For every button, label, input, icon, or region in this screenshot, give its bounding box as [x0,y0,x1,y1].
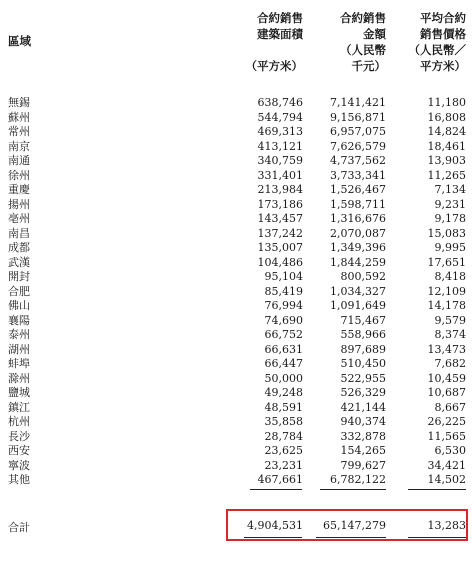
row-area: 74,690 [264,313,303,327]
row-area: 469,313 [257,125,303,138]
header-amount [340,10,386,74]
row-area: 95,104 [264,270,303,283]
header-amount-line-1: 合約銷售 [340,11,386,25]
table-row [0,444,474,459]
row-amount: 3,733,341 [330,168,386,182]
row-amount: 9,156,871 [330,110,386,124]
row-area: 85,419 [264,284,303,298]
table-row [0,314,474,329]
row-avg: 9,231 [434,197,466,211]
header-area-line-3 [246,42,304,58]
subtotal-line-amount [320,489,386,490]
table-row [0,386,474,401]
row-area: 331,401 [257,168,303,182]
table-row [0,372,474,387]
row-region: 蚌埠 [8,357,30,370]
row-region: 其他 [8,473,30,486]
row-area: 49,248 [264,386,303,399]
row-area: 173,186 [257,197,303,211]
table-row [0,183,474,198]
row-amount: 799,627 [340,458,386,472]
row-avg: 15,083 [427,226,466,240]
table-row [0,125,474,140]
row-region: 合肥 [8,284,30,298]
row-avg: 9,995 [434,241,466,254]
table-row [0,343,474,358]
row-avg: 10,687 [427,386,466,399]
row-avg: 8,374 [434,328,466,341]
table-row [0,401,474,416]
header-amount-line-3: （人民幣 [340,43,386,57]
row-area: 638,746 [257,96,303,109]
row-area: 28,784 [264,429,303,443]
table-row [0,96,474,111]
row-amount: 2,070,087 [330,226,386,240]
row-area: 135,007 [257,241,303,254]
row-avg: 18,461 [427,139,466,153]
row-avg: 13,903 [427,154,466,167]
row-avg: 8,667 [434,400,466,414]
row-area: 340,759 [257,154,303,167]
row-area: 137,242 [257,226,303,240]
header-avg [409,10,467,74]
row-amount: 1,526,467 [330,183,386,196]
total-amount: 65,147,279 [323,519,386,532]
row-region: 常州 [8,125,30,138]
row-avg: 26,225 [427,415,466,428]
row-region: 武漢 [8,255,30,269]
row-avg: 9,178 [434,212,466,225]
row-avg: 34,421 [427,458,466,472]
header-avg-line-2: 銷售價格 [420,27,466,41]
row-area: 50,000 [264,371,303,385]
data-table-body [0,96,474,488]
table-row [0,328,474,343]
row-region: 重慶 [8,183,30,196]
row-avg: 14,502 [427,473,466,486]
table-row [0,473,474,488]
row-region: 杭州 [8,415,30,428]
row-avg: 7,134 [434,183,466,196]
header-avg-line-4: 平方米） [420,59,466,73]
row-area: 35,858 [264,415,303,428]
row-area: 544,794 [257,110,303,124]
row-avg: 11,180 [427,96,466,109]
row-area: 48,591 [264,400,303,414]
row-region: 南昌 [8,226,30,240]
row-amount: 332,878 [340,429,386,443]
row-area: 23,625 [264,444,303,457]
total-area: 4,904,531 [247,519,303,532]
header-avg-line-1: 平均合約 [420,11,466,25]
table-row [0,270,474,285]
row-avg: 14,178 [427,299,466,312]
total-label: 合計 [8,521,30,534]
row-amount: 6,782,122 [330,473,386,486]
row-region: 南通 [8,154,30,167]
header-area [246,10,304,74]
table-row [0,111,474,126]
row-amount: 897,689 [340,342,386,356]
row-avg: 16,808 [427,110,466,124]
row-region: 長沙 [8,429,30,443]
row-region: 鎮江 [8,400,30,414]
table-row [0,140,474,155]
row-region: 徐州 [8,168,30,182]
row-avg: 13,473 [427,342,466,356]
header-amount-line-4: 千元） [351,59,386,73]
table-row [0,299,474,314]
row-avg: 14,824 [427,125,466,138]
row-amount: 4,737,562 [330,154,386,167]
row-amount: 7,626,579 [330,139,386,153]
header-amount-line-2: 金額 [363,27,386,41]
row-region: 泰州 [8,328,30,341]
row-amount: 1,316,676 [330,212,386,225]
row-amount: 421,144 [340,400,386,414]
total-highlight-box [226,509,468,541]
row-region: 成都 [8,241,30,254]
row-amount: 800,592 [340,270,386,283]
header-region: 區域 [8,34,31,48]
table-row [0,241,474,256]
row-amount: 1,844,259 [330,255,386,269]
row-avg: 10,459 [427,371,466,385]
row-region: 襄陽 [8,313,30,327]
row-area: 143,457 [257,212,303,225]
row-avg: 11,265 [427,168,466,182]
row-amount: 510,450 [340,357,386,370]
header-area-line-2: 建築面積 [257,27,303,41]
row-amount: 526,329 [340,386,386,399]
table-row [0,357,474,372]
row-amount: 1,598,711 [330,197,386,211]
row-region: 亳州 [8,212,30,225]
row-region: 滁州 [8,371,30,385]
table-row [0,227,474,242]
row-region: 無錫 [8,96,30,109]
row-area: 76,994 [264,299,303,312]
row-amount: 715,467 [340,313,386,327]
row-area: 66,447 [264,357,303,370]
row-area: 23,231 [264,458,303,472]
row-amount: 7,141,421 [330,96,386,109]
row-area: 213,984 [257,183,303,196]
row-region: 西安 [8,444,30,457]
table-row [0,415,474,430]
row-amount: 1,091,649 [330,299,386,312]
row-amount: 1,034,327 [330,284,386,298]
row-region: 揚州 [8,197,30,211]
row-amount: 154,265 [340,444,386,457]
row-region: 佛山 [8,299,30,312]
row-region: 蘇州 [8,110,30,124]
row-avg: 12,109 [427,284,466,298]
row-region: 寧波 [8,458,30,472]
row-region: 南京 [8,139,30,153]
row-region: 湖州 [8,342,30,356]
row-avg: 7,682 [434,357,466,370]
row-amount: 940,374 [340,415,386,428]
row-region: 鹽城 [8,386,30,399]
header-avg-line-3: （人民幣／ [408,43,466,57]
row-amount: 1,349,396 [330,241,386,254]
row-area: 467,661 [257,473,303,486]
row-avg: 6,530 [434,444,466,457]
row-amount: 558,966 [340,328,386,341]
table-row [0,169,474,184]
row-avg: 11,565 [427,429,466,443]
row-amount: 522,955 [340,371,386,385]
row-avg: 9,579 [434,313,466,327]
header-area-line-1: 合約銷售 [257,11,303,25]
table-row [0,154,474,169]
table-row [0,285,474,300]
subtotal-line-avg [408,489,466,490]
total-avg: 13,283 [427,519,466,532]
table-row [0,212,474,227]
row-avg: 17,651 [427,255,466,269]
row-amount: 6,957,075 [330,125,386,138]
subtotal-line-area [250,489,302,490]
row-area: 104,486 [257,255,303,269]
header-area-line-4: （平方米） [245,59,303,73]
row-area: 66,752 [264,328,303,341]
row-region: 開封 [8,270,30,283]
table-row [0,430,474,445]
table-row [0,198,474,213]
row-area: 413,121 [257,139,303,153]
table-row [0,256,474,271]
row-area: 66,631 [264,342,303,356]
table-row [0,459,474,474]
row-avg: 8,418 [434,270,466,283]
